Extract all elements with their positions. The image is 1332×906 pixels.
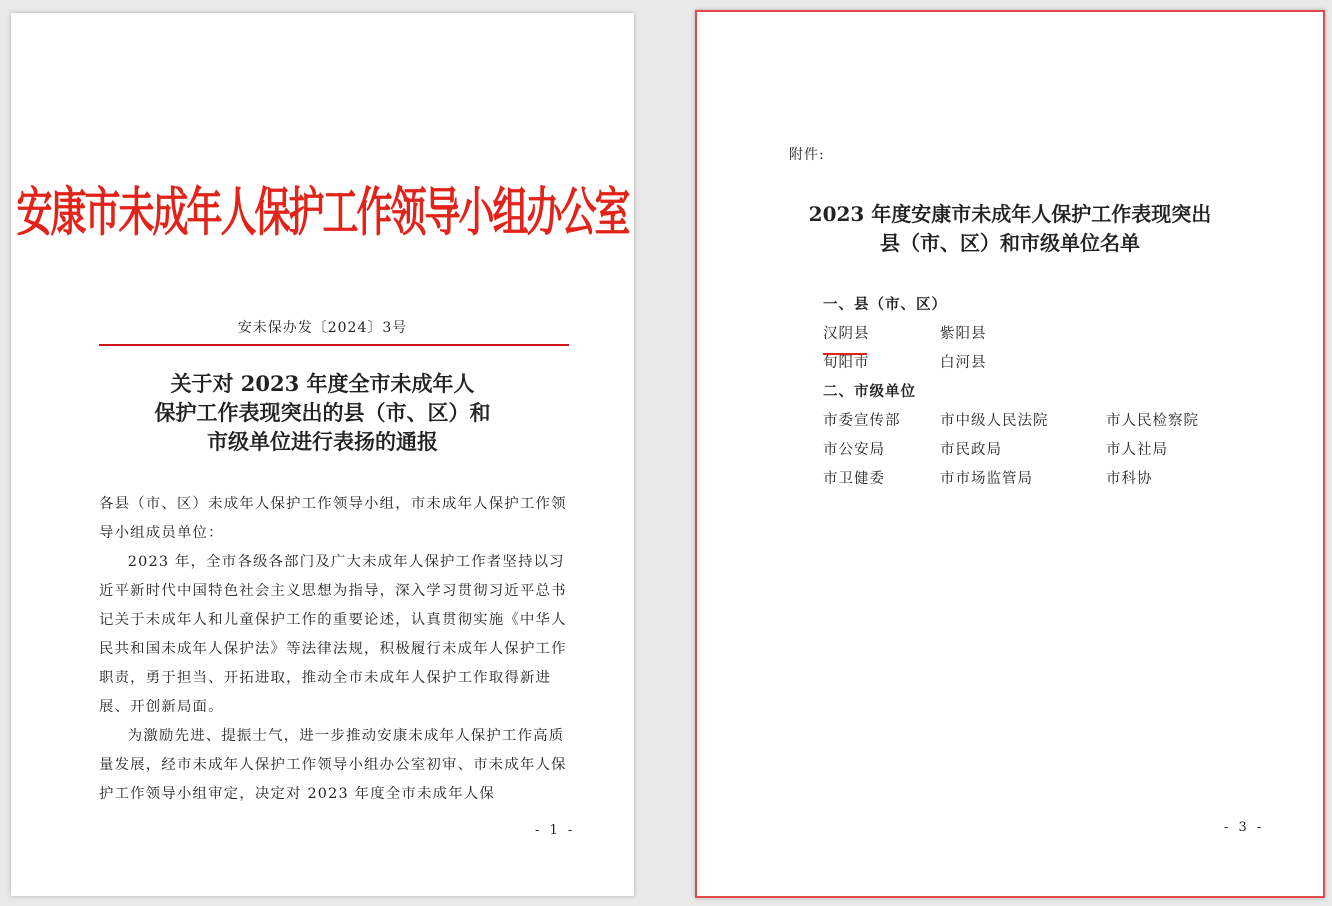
document-page-3[interactable] (695, 10, 1325, 898)
notice-body (99, 490, 574, 809)
document-page-1[interactable] (11, 13, 634, 896)
salutation: 各县（市、区）未成年人保护工作领导小组，市未成年人保护工作领导小组成员单位： (99, 496, 567, 541)
attachment-label: 附件: (789, 147, 825, 163)
list-item-unit: 市人社局 (1106, 442, 1168, 458)
list-item-unit: 市公安局 (823, 442, 885, 458)
list-item-county: 白河县 (940, 355, 987, 371)
page-number-3: - 3 - (1224, 820, 1265, 835)
list-title-line-2: 县（市、区）和市级单位名单 (880, 231, 1140, 255)
notice-title-line-1: 关于对 2023 年度全市未成年人 (170, 371, 475, 396)
notice-title-line-2: 保护工作表现突出的县（市、区）和 (154, 400, 491, 425)
body-paragraph-1: 2023 年，全市各级各部门及广大未成年人保护工作者坚持以习近平新时代中国特色社会主义思想为指导，深入学习贯彻习近平总书记关于未成年人和儿童保护工作的重要论述，认真贯彻实施《中华人民共和国未成年人保护法》等法律法规，积极履行未成年人保护工作职责，勇于担当、开拓进取，推动全市未成年人保护工作取得新进展、开创新局面。 (99, 554, 567, 715)
list-item-county: 旬阳市 (823, 355, 870, 371)
section-heading-city-units: 二、市级单位 (823, 383, 916, 400)
document-number: 安未保办发〔2024〕3号 (237, 320, 408, 336)
list-item-county: 紫阳县 (940, 326, 987, 342)
notice-title (11, 369, 634, 456)
list-item-unit: 市人民检察院 (1106, 413, 1199, 429)
list-item-unit: 市市场监管局 (940, 471, 1033, 487)
masthead-title: 安康市未成年人保护工作领导小组办公室 (16, 183, 629, 244)
list-item-unit: 市委宣传部 (823, 413, 901, 429)
list-item-unit: 市民政局 (940, 442, 1002, 458)
body-paragraph-2: 为激励先进、提振士气，进一步推动安康未成年人保护工作高质量发展，经市未成年人保护工作领导小组办公室初审、市未成年人保护工作领导小组审定，决定对 2023 年度全市未成年人保 (99, 728, 567, 802)
list-item-county: 汉阴县 (823, 326, 870, 342)
list-title-line-1: 2023 年度安康市未成年人保护工作表现突出 (808, 202, 1212, 226)
list-title (697, 200, 1323, 258)
list-item-unit: 市卫健委 (823, 471, 885, 487)
red-divider-rule (99, 344, 569, 346)
section-heading-counties: 一、县（市、区） (823, 296, 947, 313)
notice-title-line-3: 市级单位进行表扬的通报 (207, 429, 438, 454)
list-item-unit: 市中级人民法院 (940, 413, 1049, 429)
list-item-unit: 市科协 (1106, 471, 1153, 487)
page-number-1: - 1 - (535, 823, 576, 838)
